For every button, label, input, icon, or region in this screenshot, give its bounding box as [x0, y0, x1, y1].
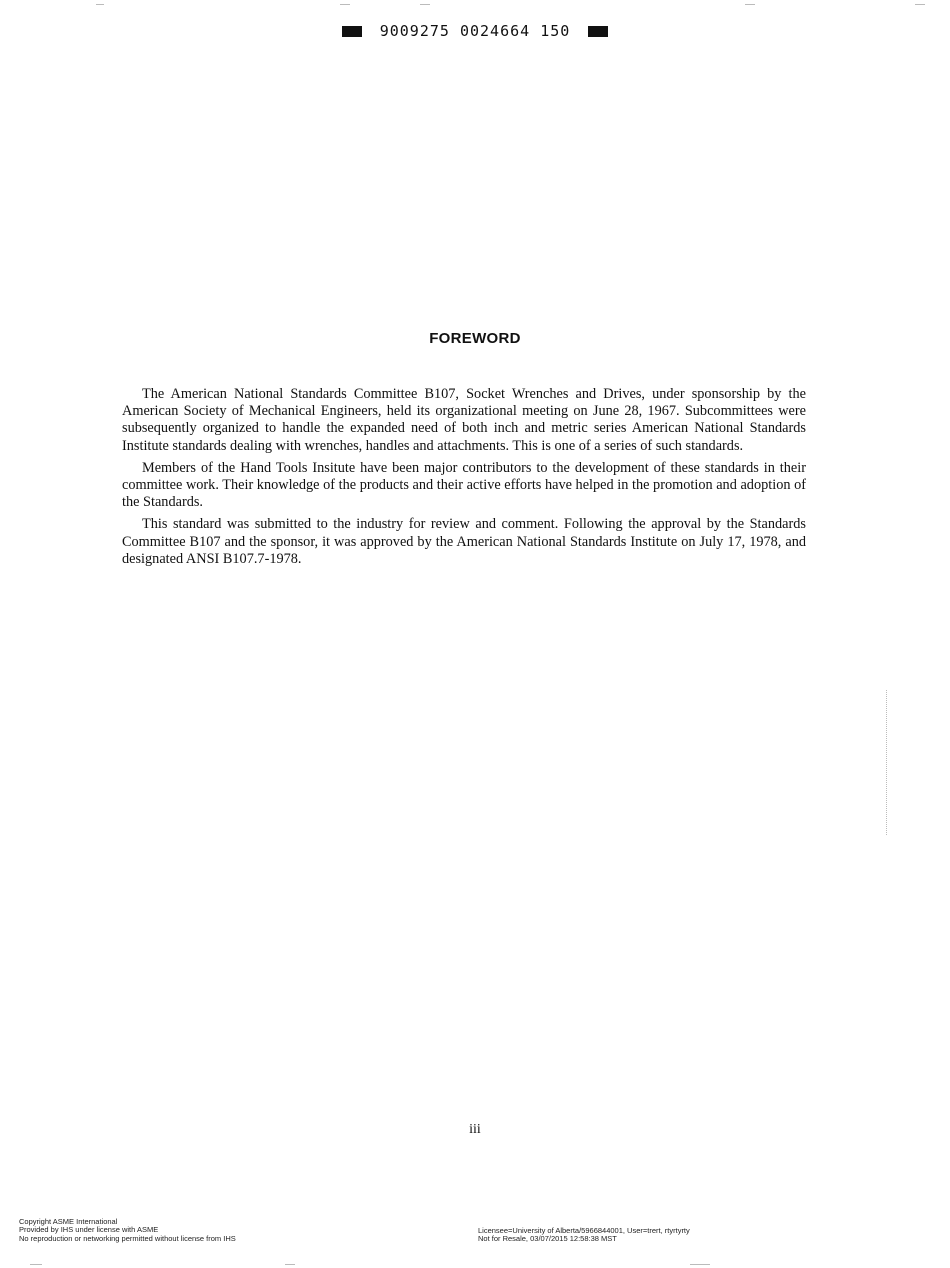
footer-left-line: Provided by IHS under license with ASME	[19, 1225, 159, 1235]
page-title: FOREWORD	[429, 330, 521, 347]
page-number: iii	[469, 1122, 481, 1137]
footer-right-line: Not for Resale, 03/07/2015 12:58:38 MST	[478, 1234, 617, 1244]
barcode-block-left	[342, 26, 362, 37]
scan-artifact	[915, 4, 925, 5]
footer-right-line: Licensee=University of Alberta/5966844001, User=trert, rtyrtyrty	[478, 1226, 690, 1235]
scan-artifact	[96, 4, 104, 5]
paragraph-3: This standard was submitted to the industry for review and comment. Following the approval by the Standards Committee B107 and the sponsor, it was approved by the American National Standards Institute on July 17, 1978, and designated ANSI B107.7-1978.	[122, 516, 806, 567]
footer-left-line: No reproduction or networking permitted without license from IHS	[19, 1233, 236, 1243]
scan-artifact	[30, 1264, 42, 1265]
foreword-body	[122, 386, 806, 573]
scan-artifact-dots	[886, 690, 888, 835]
paragraph-1: The American National Standards Committee B107, Socket Wrenches and Drives, under sponsorship by the American Society of Mechanical Engineers, held its organizational meeting on June 28, 1967. Subcommittees were subsequently organized to handle the expanded need of both inch and metric series American National Standards Institute standards dealing with wrenches, handles and attachments. This is one of a series of such standards.	[122, 386, 806, 454]
scan-artifact	[690, 1264, 710, 1265]
scan-artifact	[340, 4, 350, 5]
footer-license	[478, 1227, 690, 1244]
footer-copyright	[19, 1218, 236, 1243]
barcode-text: 9009275 0024664 150	[379, 22, 571, 40]
scan-artifact	[745, 4, 755, 5]
footer-left-line: Copyright ASME International	[19, 1217, 118, 1226]
paragraph-2: Members of the Hand Tools Insitute have been major contributors to the development of these standards in their committee work. Their knowledge of the products and their active efforts have helped in the promotion and adoption of the Standards.	[122, 459, 806, 511]
barcode-header	[0, 22, 950, 40]
scan-artifact	[285, 1264, 295, 1265]
barcode-block-right	[588, 26, 608, 37]
scan-artifact	[420, 4, 430, 5]
